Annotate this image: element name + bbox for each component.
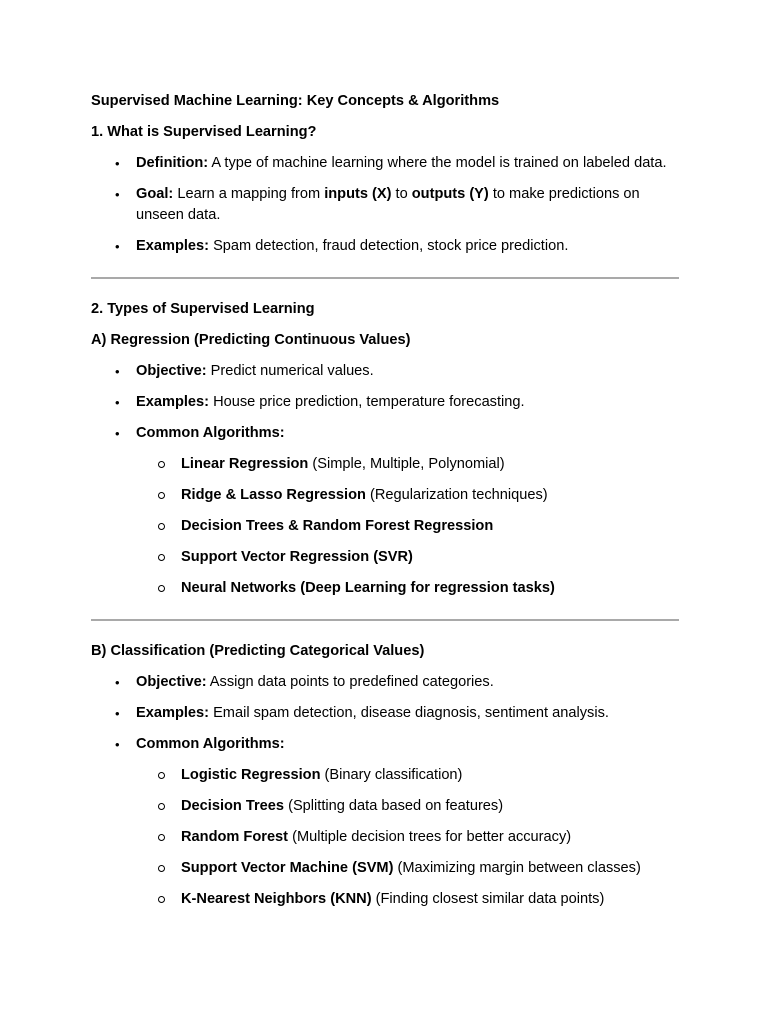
algorithm-name: Decision Trees & Random Forest Regression <box>181 518 494 534</box>
bullet-icon: • <box>115 737 120 752</box>
section-1-heading: 1. What is Supervised Learning? <box>91 124 317 140</box>
algorithm-note: (Finding closest similar data points) <box>371 891 605 907</box>
algorithm-name: Decision Trees <box>181 798 285 814</box>
list-item <box>91 423 679 599</box>
algorithm-item <box>91 485 679 506</box>
item-label: Common Algorithms: <box>136 425 285 441</box>
algorithm-note: (Simple, Multiple, Polynomial) <box>308 456 505 472</box>
algorithm-item <box>91 858 679 879</box>
section-divider <box>91 277 679 279</box>
circle-bullet-icon <box>158 865 165 872</box>
bullet-icon: • <box>115 239 120 254</box>
list-item <box>91 734 679 910</box>
item-label: Objective: <box>136 674 207 690</box>
circle-bullet-icon <box>158 492 165 499</box>
item-label: Objective: <box>136 363 207 379</box>
algorithm-name: Support Vector Regression (SVR) <box>181 549 413 565</box>
classification-algorithms-list <box>136 765 679 910</box>
item-text: Email spam detection, disease diagnosis, sentiment analysis. <box>209 705 609 721</box>
algorithm-item <box>91 889 679 910</box>
bullet-icon: • <box>115 426 120 441</box>
classification-heading: B) Classification (Predicting Categorical Values) <box>91 643 425 659</box>
list-item <box>91 703 679 724</box>
algorithm-item <box>91 516 679 537</box>
item-text: to <box>391 186 412 202</box>
document-title: Supervised Machine Learning: Key Concepts & Algorithms <box>91 93 500 109</box>
algorithm-note: (Regularization techniques) <box>365 487 548 503</box>
bullet-icon: • <box>115 706 120 721</box>
classification-list <box>91 672 679 910</box>
item-text: Learn a mapping from <box>173 186 325 202</box>
item-text: Predict numerical values. <box>206 363 374 379</box>
list-item <box>91 392 679 413</box>
item-label: Definition: <box>136 155 209 171</box>
algorithm-name: Ridge & Lasso Regression <box>181 487 366 503</box>
item-bold-term: outputs (Y) <box>411 186 489 202</box>
section-divider <box>91 619 679 621</box>
section-2-heading: 2. Types of Supervised Learning <box>91 301 315 317</box>
algorithm-item <box>91 796 679 817</box>
bullet-icon: • <box>115 156 120 171</box>
algorithm-item <box>91 547 679 568</box>
bullet-icon: • <box>115 364 120 379</box>
circle-bullet-icon <box>158 554 165 561</box>
item-text: Assign data points to predefined categories. <box>206 674 494 690</box>
item-label: Examples: <box>136 394 210 410</box>
circle-bullet-icon <box>158 803 165 810</box>
list-item <box>91 153 679 174</box>
regression-list <box>91 361 679 599</box>
algorithm-note: (Multiple decision trees for better accuracy) <box>288 829 572 845</box>
algorithm-item <box>91 827 679 848</box>
item-label: Goal: <box>136 186 174 202</box>
algorithm-note: (Binary classification) <box>320 767 463 783</box>
circle-bullet-icon <box>158 834 165 841</box>
regression-heading: A) Regression (Predicting Continuous Values) <box>91 332 411 348</box>
circle-bullet-icon <box>158 523 165 530</box>
section-1-list <box>91 153 679 257</box>
list-item <box>91 672 679 693</box>
list-item <box>91 361 679 382</box>
item-text: House price prediction, temperature forecasting. <box>209 394 525 410</box>
item-text: to make predictions on unseen data. <box>136 186 640 223</box>
circle-bullet-icon <box>158 461 165 468</box>
bullet-icon: • <box>115 675 120 690</box>
circle-bullet-icon <box>158 772 165 779</box>
algorithm-name: Support Vector Machine (SVM) <box>181 860 394 876</box>
algorithm-note: (Maximizing margin between classes) <box>393 860 641 876</box>
circle-bullet-icon <box>158 896 165 903</box>
item-bold-term: inputs (X) <box>324 186 392 202</box>
item-text: A type of machine learning where the model is trained on labeled data. <box>208 155 667 171</box>
algorithm-name: Linear Regression <box>181 456 309 472</box>
regression-algorithms-list <box>136 454 679 599</box>
document-content <box>91 91 679 910</box>
item-label: Examples: <box>136 238 210 254</box>
circle-bullet-icon <box>158 585 165 592</box>
algorithm-name: K-Nearest Neighbors (KNN) <box>181 891 372 907</box>
bullet-icon: • <box>115 187 120 202</box>
algorithm-name: Logistic Regression <box>181 767 321 783</box>
list-item <box>91 236 679 257</box>
bullet-icon: • <box>115 395 120 410</box>
algorithm-item <box>91 454 679 475</box>
algorithm-name: Random Forest <box>181 829 289 845</box>
list-item <box>91 184 679 226</box>
item-text: Spam detection, fraud detection, stock price prediction. <box>209 238 569 254</box>
algorithm-name: Neural Networks (Deep Learning for regression tasks) <box>181 580 555 596</box>
item-label: Common Algorithms: <box>136 736 285 752</box>
algorithm-item <box>91 765 679 786</box>
algorithm-note: (Splitting data based on features) <box>284 798 504 814</box>
item-label: Examples: <box>136 705 210 721</box>
algorithm-item <box>91 578 679 599</box>
